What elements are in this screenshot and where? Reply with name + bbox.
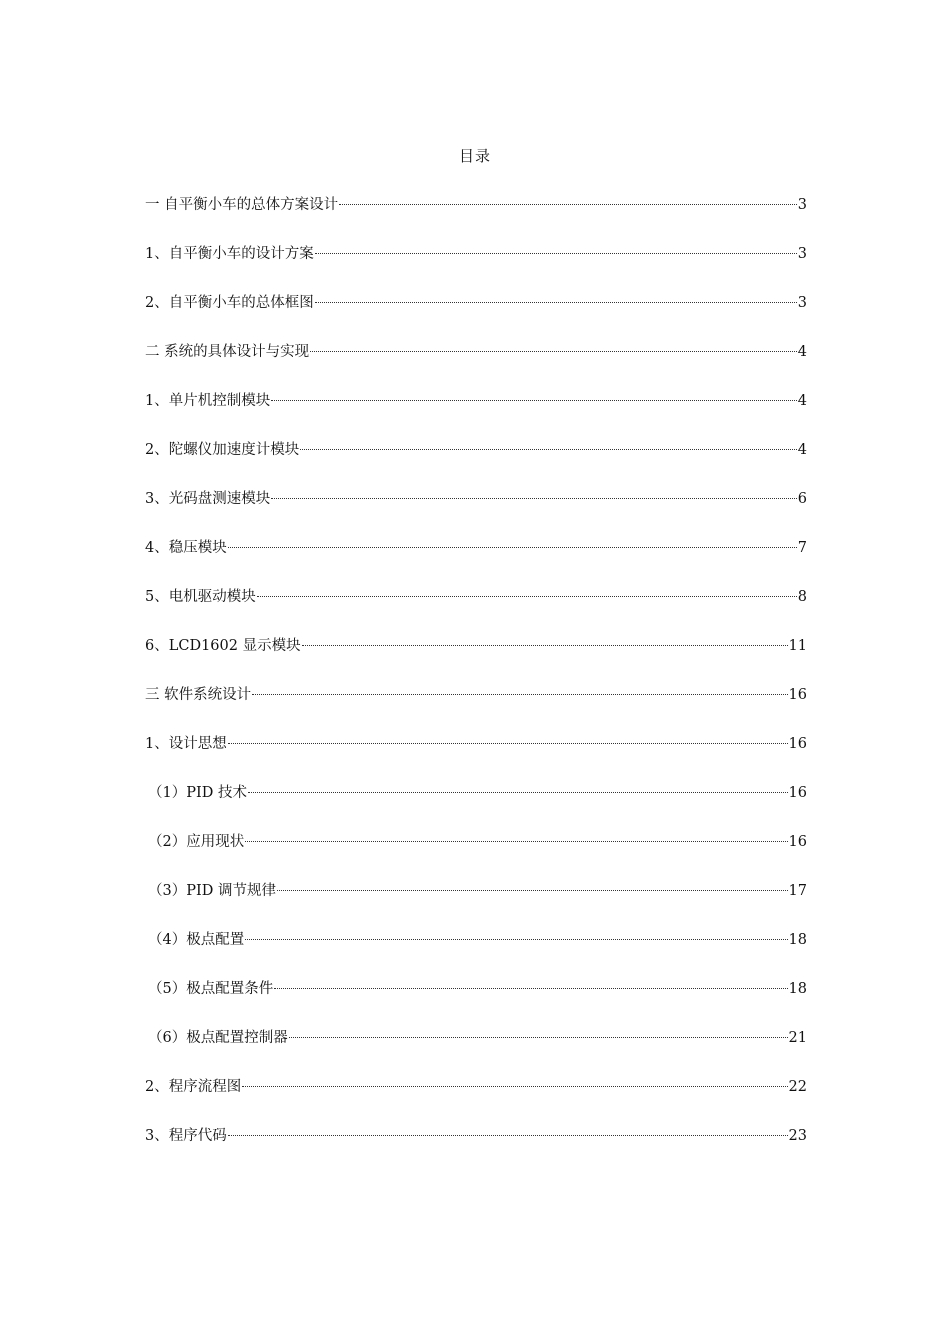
toc-entry-page: 21	[788, 1030, 807, 1046]
toc-entry-page: 3	[797, 197, 807, 213]
toc-leader-dots	[252, 694, 787, 695]
toc-entry-page: 4	[797, 344, 807, 360]
toc-entry-text: （4）极点配置	[148, 932, 245, 948]
toc-entry-page: 4	[797, 393, 807, 409]
toc-leader-dots	[248, 792, 788, 793]
toc-entry-text: 2、陀螺仪加速度计模块	[145, 442, 300, 458]
toc-entry[interactable]	[145, 782, 807, 831]
toc-entry[interactable]	[145, 439, 807, 488]
toc-entry[interactable]	[145, 929, 807, 978]
toc-entry-text: （2）应用现状	[148, 834, 245, 850]
toc-leader-dots	[228, 743, 788, 744]
toc-entry-text: （3）PID 调节规律	[148, 883, 276, 899]
toc-entry-text: 1、自平衡小车的设计方案	[145, 246, 314, 262]
toc-list	[145, 194, 807, 1174]
toc-entry[interactable]	[145, 488, 807, 537]
toc-entry[interactable]	[145, 537, 807, 586]
toc-entry[interactable]	[145, 341, 807, 390]
toc-entry-page: 23	[788, 1128, 807, 1144]
toc-entry-page: 3	[797, 295, 807, 311]
toc-leader-dots	[339, 204, 797, 205]
toc-entry-text: 2、程序流程图	[145, 1079, 242, 1095]
toc-entry-page: 18	[788, 932, 807, 948]
toc-entry-page: 8	[797, 589, 807, 605]
toc-entry-text: 6、LCD1602 显示模块	[145, 638, 301, 654]
toc-entry-page: 11	[788, 638, 807, 654]
toc-entry-page: 16	[788, 785, 807, 801]
toc-entry[interactable]	[145, 1125, 807, 1174]
toc-leader-dots	[300, 449, 797, 450]
toc-leader-dots	[315, 253, 797, 254]
toc-leader-dots	[228, 1135, 788, 1136]
toc-entry[interactable]	[145, 292, 807, 341]
toc-leader-dots	[271, 498, 797, 499]
toc-entry-text: 二 系统的具体设计与实现	[145, 344, 310, 360]
toc-entry-text: 三 软件系统设计	[145, 687, 252, 703]
toc-entry[interactable]	[145, 1027, 807, 1076]
toc-entry-page: 7	[797, 540, 807, 556]
toc-entry[interactable]	[145, 978, 807, 1027]
toc-entry-text: 3、程序代码	[145, 1128, 227, 1144]
toc-leader-dots	[242, 1086, 787, 1087]
toc-entry[interactable]	[145, 1076, 807, 1125]
toc-leader-dots	[274, 988, 787, 989]
toc-leader-dots	[315, 302, 797, 303]
toc-entry-text: 1、单片机控制模块	[145, 393, 271, 409]
toc-entry[interactable]	[145, 194, 807, 243]
toc-leader-dots	[271, 400, 797, 401]
toc-entry-text: 5、电机驱动模块	[145, 589, 256, 605]
toc-entry-text: （1）PID 技术	[148, 785, 247, 801]
toc-leader-dots	[289, 1037, 788, 1038]
toc-entry-text: （6）极点配置控制器	[148, 1030, 288, 1046]
toc-leader-dots	[245, 841, 787, 842]
toc-entry[interactable]	[145, 586, 807, 635]
toc-entry-text: 2、自平衡小车的总体框图	[145, 295, 314, 311]
toc-entry-text: 4、稳压模块	[145, 540, 227, 556]
toc-entry-text: 3、光码盘测速模块	[145, 491, 271, 507]
toc-entry[interactable]	[145, 733, 807, 782]
toc-leader-dots	[302, 645, 788, 646]
toc-entry-page: 16	[788, 834, 807, 850]
toc-leader-dots	[245, 939, 787, 940]
toc-entry[interactable]	[145, 635, 807, 684]
toc-leader-dots	[257, 596, 797, 597]
toc-entry-page: 22	[788, 1079, 807, 1095]
toc-leader-dots	[228, 547, 797, 548]
toc-entry-text: 1、设计思想	[145, 736, 227, 752]
toc-entry-page: 3	[797, 246, 807, 262]
toc-entry-text: （5）极点配置条件	[148, 981, 274, 997]
toc-entry[interactable]	[145, 880, 807, 929]
toc-leader-dots	[310, 351, 797, 352]
toc-entry-page: 16	[788, 687, 807, 703]
toc-entry[interactable]	[145, 831, 807, 880]
toc-entry-page: 4	[797, 442, 807, 458]
toc-entry-page: 18	[788, 981, 807, 997]
toc-title: 目录	[458, 147, 491, 165]
toc-leader-dots	[277, 890, 788, 891]
toc-entry[interactable]	[145, 684, 807, 733]
toc-entry-text: 一 自平衡小车的总体方案设计	[145, 197, 339, 213]
toc-entry-page: 17	[788, 883, 807, 899]
toc-entry[interactable]	[145, 390, 807, 439]
toc-entry-page: 16	[788, 736, 807, 752]
toc-entry-page: 6	[797, 491, 807, 507]
toc-entry[interactable]	[145, 243, 807, 292]
